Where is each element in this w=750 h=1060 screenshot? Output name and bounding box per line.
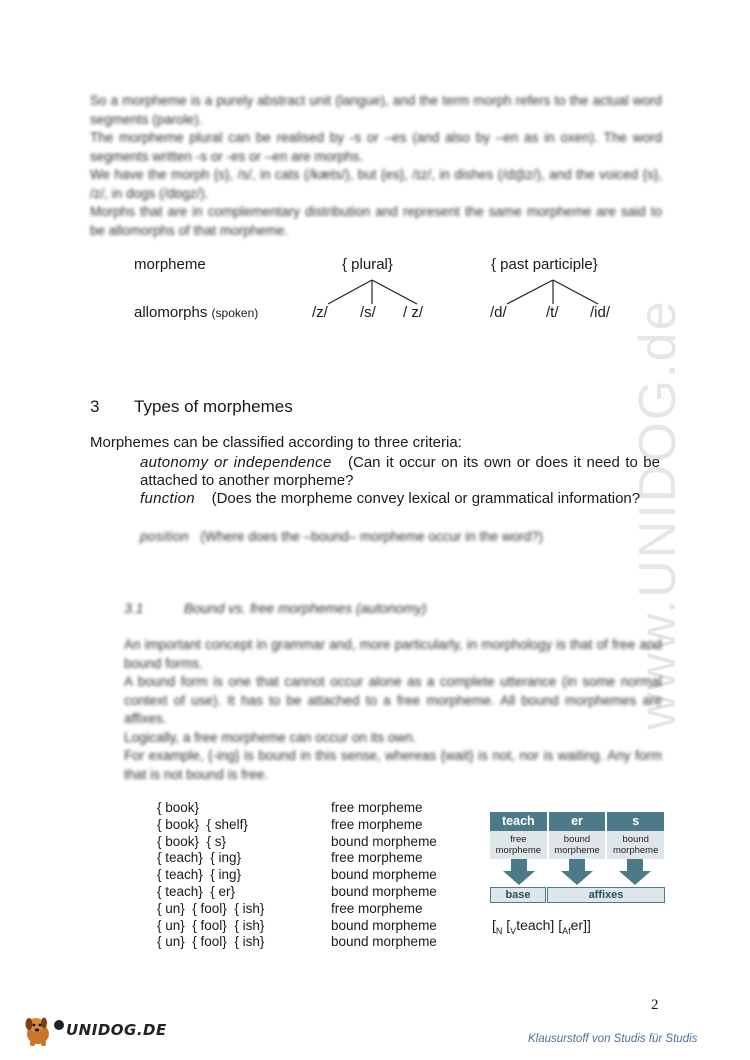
criterion-autonomy <box>140 454 660 490</box>
criterion-term: function <box>140 490 195 507</box>
example-forms: { teach} { ing} <box>157 867 242 883</box>
diagram-cell-s: s <box>632 814 640 828</box>
section-3-1-heading <box>124 600 427 616</box>
bracket-notation <box>492 917 591 936</box>
example-type: free morpheme <box>331 900 423 916</box>
teacher-diagram <box>490 812 664 859</box>
example-row <box>157 834 437 851</box>
diagram-type-s: bound morpheme <box>612 834 659 856</box>
page-number: 2 <box>651 997 659 1013</box>
subsection-title: Bound vs. free morphemes (autonomy) <box>183 600 427 616</box>
category-n: N <box>495 925 503 936</box>
example-row <box>157 884 437 901</box>
example-row <box>157 867 437 884</box>
example-type: bound morpheme <box>331 833 437 849</box>
morpheme-label: morpheme <box>134 256 206 273</box>
allomorph-z: /z/ <box>312 304 328 321</box>
criterion-term: autonomy or independence <box>140 454 332 471</box>
diagram-header <box>490 812 664 831</box>
body-paragraph: An important concept in grammar and, more particularly, in morphology is that of free and bound forms. <box>124 637 662 671</box>
example-forms: { book} { s} <box>157 833 227 849</box>
base-label: base <box>490 887 546 903</box>
criteria-lead: Morphemes can be classified according to three criteria: <box>90 434 462 451</box>
example-row <box>157 918 437 935</box>
example-type: free morpheme <box>331 800 423 815</box>
down-arrow-icon <box>503 859 535 885</box>
subsection-number: 3.1 <box>124 600 144 616</box>
intro-paragraph: We have the morph {s}, /s/, in cats (/kæts/), but {es}, /ɪz/, in dishes (/dɪʃɪz/), and the voiced {s}, /z/, in dogs (/dɒgz/). <box>90 167 662 201</box>
example-forms: { teach} { ing} <box>157 850 242 866</box>
body-paragraph: A bound form is one that cannot occur alone as a complete utterance (in some normal context of use). It has to be attached to a free morpheme. All bound morphemes are affixes. <box>124 674 662 726</box>
allomorph-iz: / z/ <box>403 304 424 321</box>
intro-paragraph: So a morpheme is a purely abstract unit (langue), and the term morph refers to the actual word segments (parole). <box>90 93 662 127</box>
example-row <box>157 800 437 817</box>
example-row <box>157 817 437 834</box>
allomorph-t: /t/ <box>546 304 559 321</box>
allomorphs-row-label <box>134 304 258 321</box>
example-type: free morpheme <box>331 816 423 832</box>
example-forms: { un} { fool} { ish} <box>157 917 265 933</box>
example-forms: { teach} { er} <box>157 883 236 899</box>
criterion-text: (Can it occur on its own or does it need to be attached to another morpheme? <box>140 454 660 489</box>
section-3-1-text <box>124 636 662 784</box>
bracket: [ <box>492 917 496 933</box>
spoken-note: (spoken) <box>211 306 259 320</box>
plural-morpheme: { plural} <box>342 256 393 273</box>
section-number: 3 <box>90 397 100 416</box>
affixes-label: affixes <box>547 887 665 903</box>
example-row <box>157 934 437 951</box>
footer-tagline: Klausurstoff von Studis für Studis <box>528 1033 698 1045</box>
word-er: er]] <box>570 917 591 933</box>
example-forms: { un} { fool} { ish} <box>157 934 265 950</box>
diagram-arrows <box>490 859 666 887</box>
down-arrow-icon <box>619 859 651 885</box>
criterion-text: (Where does the –bound– morpheme occur in the word?) <box>200 529 544 544</box>
diagram-type-teach: free morpheme <box>490 831 549 859</box>
past-participle-morpheme: { past participle} <box>491 256 598 273</box>
section-title: Types of morphemes <box>134 397 293 416</box>
example-type: bound morpheme <box>331 934 437 950</box>
body-paragraph: For example, {-ing} is bound in this sense, whereas {wait} is not, nor is waiting. Any form that is not bound is free. <box>124 748 662 782</box>
category-v: V <box>510 925 517 936</box>
watermark: www.UNIDOG.de <box>629 299 687 730</box>
example-type: bound morpheme <box>331 867 437 883</box>
word-teach: teach] <box>516 917 555 933</box>
paw-icon <box>54 1020 64 1030</box>
allomorphs-label: allomorphs <box>134 304 208 321</box>
diagram-subheader <box>490 831 664 859</box>
unidog-logo <box>20 1012 167 1048</box>
diagram-type-er: bound morpheme <box>549 831 608 859</box>
example-type: bound morpheme <box>331 917 437 933</box>
allomorph-id: /id/ <box>590 304 611 321</box>
example-type: free morpheme <box>331 850 423 866</box>
intro-paragraph: Morphs that are in complementary distribution and represent the same morpheme are said to be allomorphs of that morpheme. <box>90 204 662 238</box>
intro-paragraph: The morpheme plural can be realised by -s or –es (and also by –en as in oxen). The word segments written -s or -es or –en are morphs. <box>90 130 662 164</box>
example-forms: { un} { fool} { ish} <box>157 900 265 916</box>
examples-table <box>157 800 437 951</box>
category-af: Af <box>562 925 571 936</box>
example-type: bound morpheme <box>331 883 437 899</box>
dog-icon <box>20 1012 56 1048</box>
section-3-heading <box>90 397 293 417</box>
example-row <box>157 850 437 867</box>
example-forms: { book} <box>157 800 200 815</box>
logo-text: UNIDOG.DE <box>66 1021 167 1039</box>
allomorph-d: /d/ <box>490 304 507 321</box>
tree-branches <box>0 0 750 340</box>
criterion-position <box>140 528 660 546</box>
criterion-text: (Does the morpheme convey lexical or grammatical information? <box>211 490 641 507</box>
bracket: [ <box>506 917 511 933</box>
diagram-cell-er: er <box>549 812 608 831</box>
diagram-cell-teach: teach <box>490 812 549 831</box>
criterion-term: position <box>140 529 189 544</box>
down-arrow-icon <box>561 859 593 885</box>
example-forms: { book} { shelf} <box>157 816 248 832</box>
allomorph-s: /s/ <box>360 304 376 321</box>
bracket: [ <box>558 917 563 933</box>
example-row <box>157 901 437 918</box>
body-paragraph: Logically, a free morpheme can occur on its own. <box>124 729 417 745</box>
criterion-function <box>140 490 660 508</box>
